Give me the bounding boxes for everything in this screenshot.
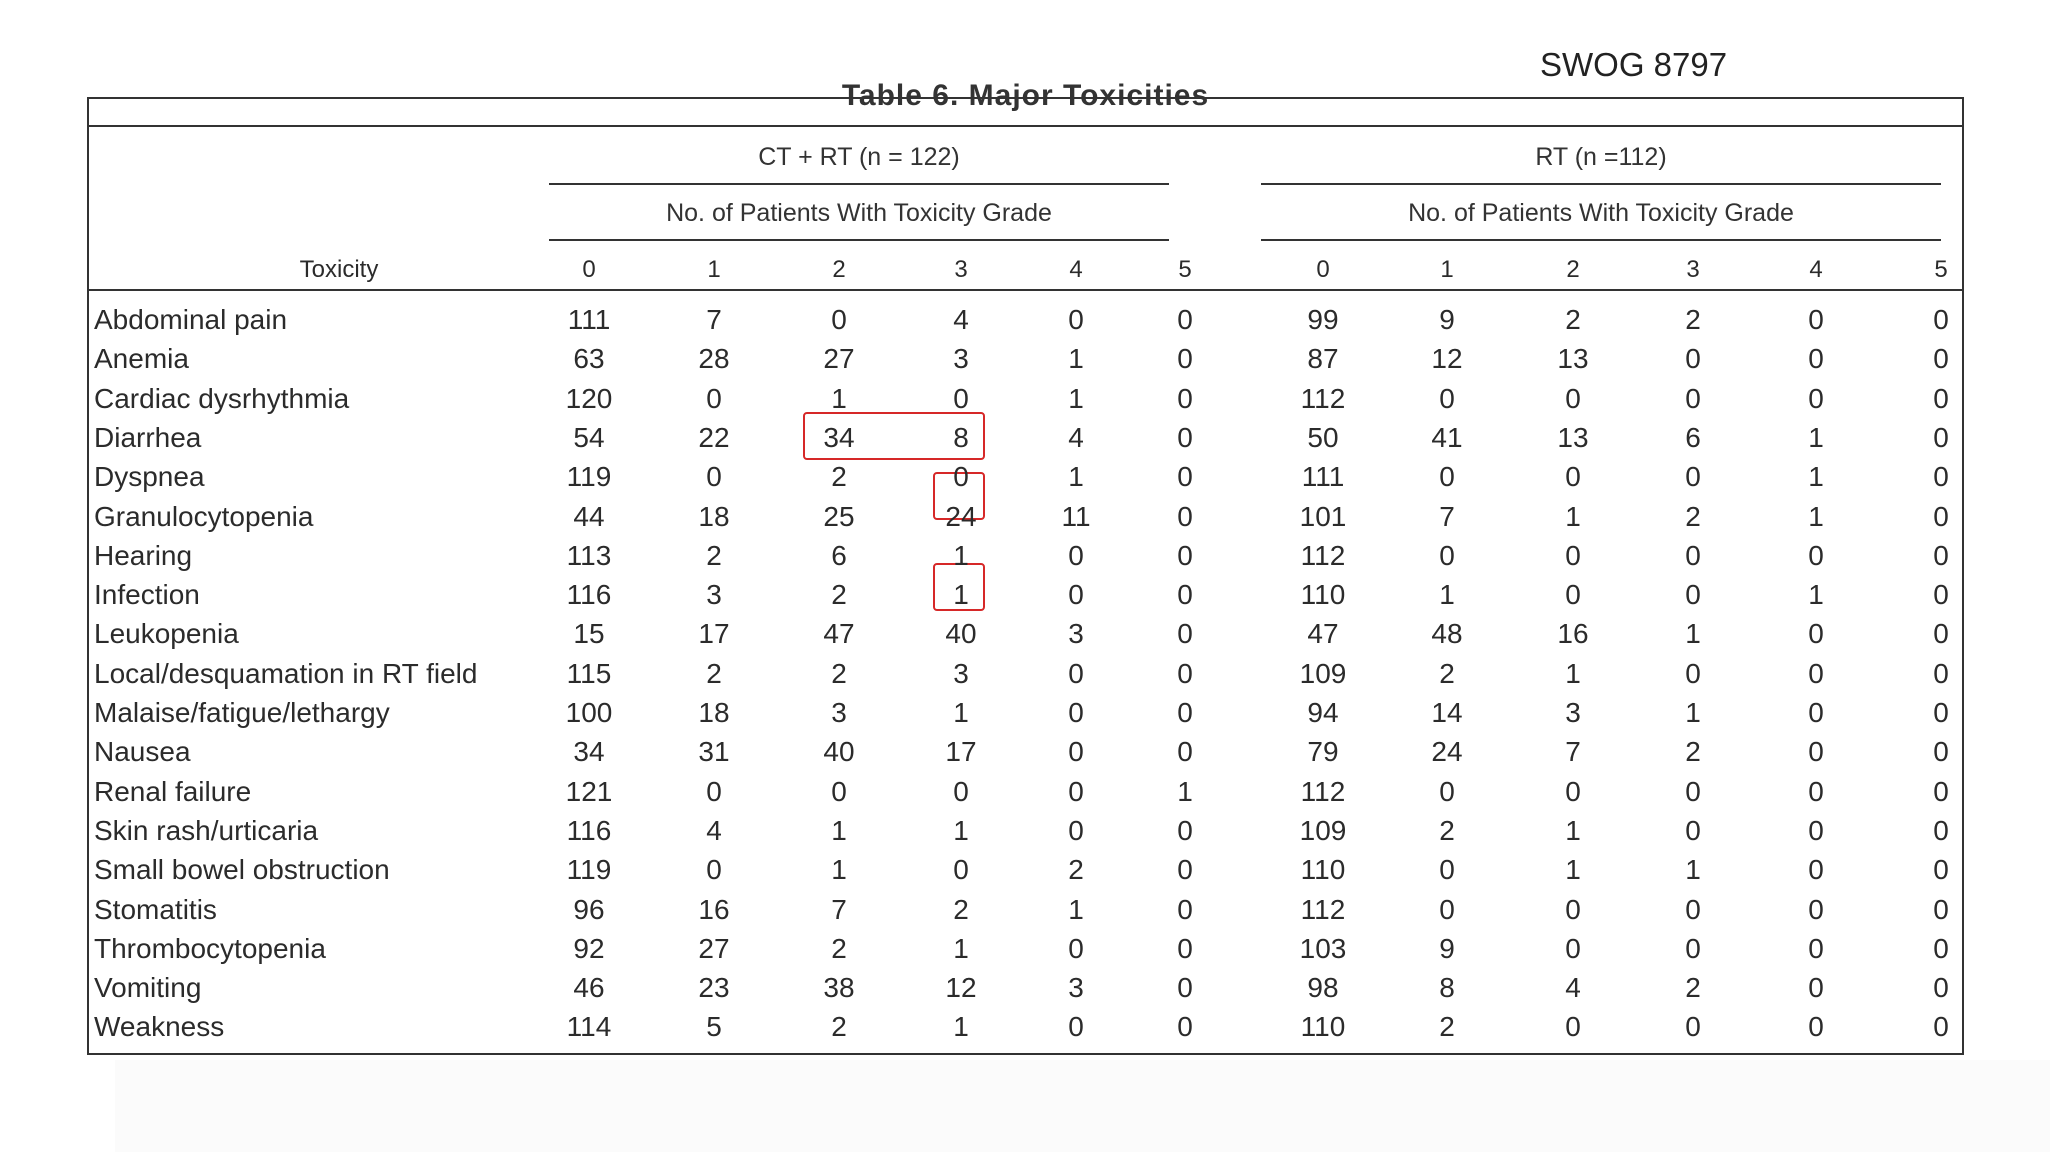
table-cell: 2 (831, 579, 847, 611)
table-cell: 121 (565, 775, 613, 807)
table-cell: 0 (706, 775, 722, 807)
table-cell: 16 (698, 893, 730, 925)
table-cell: 116 (566, 579, 612, 611)
table-cell: 0 (1177, 500, 1193, 532)
table-cell: 109 (1299, 657, 1347, 689)
group-left-subtitle: No. of Patients With Toxicity Grade (666, 199, 1052, 227)
table-cell: 119 (566, 461, 612, 493)
background-panel (115, 1060, 2050, 1152)
table-cell: 4 (1068, 421, 1084, 453)
study-label: SWOG 8797 (1540, 46, 1728, 83)
table-cell: 2 (831, 657, 847, 689)
table-cell: 0 (1685, 893, 1701, 925)
table-cell: 1 (953, 1011, 969, 1043)
table-cell: 2 (831, 1011, 847, 1043)
table-cell: 0 (1933, 461, 1949, 493)
table-cell: 17 (698, 618, 730, 650)
table-cell: 3 (953, 343, 969, 375)
row-label: Cardiac dysrhythmia (94, 382, 350, 414)
table-cell: 7 (706, 304, 722, 335)
table-cell: 109 (1299, 814, 1347, 846)
table-cell: 12 (945, 972, 977, 1004)
table-cell: 3 (831, 697, 847, 728)
table-cell: 110 (1300, 1011, 1346, 1043)
table-cell: 0 (1565, 932, 1581, 964)
table-cell: 1 (1685, 618, 1701, 650)
table-cell: 0 (706, 382, 722, 414)
table-cell: 1 (1068, 893, 1084, 925)
table-cell: 7 (831, 893, 847, 925)
table-cell: 2 (706, 539, 722, 571)
table-cell: 27 (823, 343, 855, 375)
table-cell: 1 (953, 539, 969, 571)
table-cell: 18 (698, 697, 730, 728)
table-cell: 0 (1808, 854, 1824, 886)
table-cell: 0 (1685, 814, 1701, 846)
table-cell: 6 (1685, 421, 1701, 453)
table-cell: 38 (823, 972, 855, 1004)
table-cell: 0 (1177, 618, 1193, 650)
table-cell: 0 (1565, 1011, 1581, 1043)
table-cell: 120 (565, 382, 613, 414)
table-cell: 0 (1177, 932, 1193, 964)
table-cell: 0 (1068, 304, 1084, 335)
row-label: Skin rash/urticaria (94, 814, 319, 846)
table-cell: 34 (573, 736, 605, 768)
table-cell: 0 (1177, 1011, 1193, 1043)
table-cell: 0 (1685, 932, 1701, 964)
grade-header-rt-0: 0 (1316, 256, 1330, 283)
table-cell: 1 (953, 579, 969, 611)
grade-header-rt-5: 5 (1934, 256, 1948, 283)
table-cell: 2 (1439, 657, 1455, 689)
table-cell: 0 (1685, 657, 1701, 689)
table-cell: 24 (1431, 736, 1463, 768)
table-cell: 112 (1300, 382, 1346, 414)
table-cell: 1 (1685, 854, 1701, 886)
row-label: Anemia (94, 343, 189, 375)
table-cell: 0 (1177, 854, 1193, 886)
table-cell: 1 (1177, 775, 1193, 807)
group-right-rule-1 (1261, 183, 1941, 185)
table-cell: 99 (1307, 304, 1339, 335)
table-cell: 9 (1439, 304, 1455, 335)
group-left-rule-2 (549, 239, 1169, 241)
table-cell: 0 (1439, 893, 1455, 925)
table-cell: 0 (1808, 1011, 1824, 1043)
table-cell: 2 (831, 461, 847, 493)
table-cell: 103 (1299, 932, 1347, 964)
table-cell: 18 (698, 500, 730, 532)
table-cell: 3 (1068, 972, 1084, 1004)
table-cell: 0 (1933, 618, 1949, 650)
table-cell: 112 (1300, 539, 1346, 571)
row-label: Renal failure (94, 775, 252, 807)
table-cell: 100 (565, 697, 613, 728)
row-label: Weakness (94, 1011, 225, 1043)
table-cell: 0 (1685, 579, 1701, 611)
table-cell: 0 (1808, 697, 1824, 728)
table-cell: 0 (1177, 539, 1193, 571)
table-cell: 2 (1685, 304, 1701, 335)
table-cell: 0 (1565, 382, 1581, 414)
table-cell: 15 (573, 618, 605, 650)
table-cell: 2 (1068, 854, 1084, 886)
table-cell: 46 (573, 972, 605, 1004)
table-cell: 1 (953, 932, 969, 964)
table-cell: 0 (1565, 539, 1581, 571)
table-cell: 2 (831, 932, 847, 964)
table-cell: 0 (1177, 893, 1193, 925)
table-cell: 23 (698, 972, 730, 1004)
table-cell: 47 (1307, 618, 1339, 650)
row-label: Abdominal pain (94, 304, 288, 335)
table-cell: 0 (1685, 775, 1701, 807)
table-cell: 0 (1177, 657, 1193, 689)
table-cell: 50 (1307, 421, 1339, 453)
table-cell: 1 (1565, 854, 1581, 886)
table-cell: 94 (1307, 697, 1339, 728)
table-cell: 0 (1565, 461, 1581, 493)
table-cell: 0 (953, 775, 969, 807)
grade-header-rt-3: 3 (1686, 256, 1700, 283)
table-cell: 0 (706, 854, 722, 886)
row-label: Dyspnea (94, 461, 205, 493)
table-cell: 2 (1439, 1011, 1455, 1043)
table-cell: 0 (1177, 343, 1193, 375)
grade-header-rt-1: 1 (1440, 256, 1454, 283)
row-label: Hearing (94, 539, 193, 571)
row-label: Infection (94, 579, 200, 611)
table-cell: 0 (1933, 972, 1949, 1004)
table-cell: 1 (1068, 343, 1084, 375)
table-cell: 0 (1565, 579, 1581, 611)
table-cell: 0 (1439, 775, 1455, 807)
table-cell: 96 (573, 893, 605, 925)
table-cell: 17 (945, 736, 977, 768)
table-cell: 0 (1808, 539, 1824, 571)
table-cell: 0 (1685, 382, 1701, 414)
table-cell: 13 (1557, 421, 1589, 453)
table-cell: 0 (953, 461, 969, 493)
table-cell: 1 (1685, 697, 1701, 728)
grade-header-rt-4: 4 (1809, 256, 1823, 283)
table-cell: 0 (1439, 461, 1455, 493)
table-cell: 3 (953, 657, 969, 689)
table-cell: 0 (1933, 1011, 1949, 1043)
table-cell: 116 (566, 814, 612, 846)
table-cell: 0 (831, 775, 847, 807)
row-label: Small bowel obstruction (94, 854, 390, 886)
table-cell: 0 (1068, 775, 1084, 807)
table-cell: 28 (698, 343, 730, 375)
table-cell: 87 (1307, 343, 1339, 375)
table-cell: 7 (1565, 736, 1581, 768)
table-cell: 63 (573, 343, 605, 375)
table-cell: 113 (566, 539, 612, 571)
row-label: Thrombocytopenia (94, 932, 326, 964)
table-cell: 0 (1808, 893, 1824, 925)
toxicity-column-header: Toxicity (299, 256, 379, 283)
table-cell: 22 (698, 421, 730, 453)
table-cell: 1 (1565, 814, 1581, 846)
row-label: Granulocytopenia (94, 500, 314, 532)
table-cell: 0 (1933, 736, 1949, 768)
table-cell: 27 (698, 932, 730, 964)
table-cell: 7 (1439, 500, 1455, 532)
table-cell: 0 (1068, 736, 1084, 768)
table-cell: 0 (1177, 382, 1193, 414)
table-cell: 1 (1439, 579, 1455, 611)
table-cell: 0 (1808, 972, 1824, 1004)
table-cell: 0 (1068, 1011, 1084, 1043)
table-cell: 0 (1685, 1011, 1701, 1043)
table-cell: 1 (1808, 579, 1824, 611)
row-label: Malaise/fatigue/lethargy (94, 697, 390, 728)
table-cell: 1 (1565, 500, 1581, 532)
grade-header-ctrt-5: 5 (1178, 256, 1192, 283)
table-cell: 0 (1439, 539, 1455, 571)
table-cell: 79 (1307, 736, 1339, 768)
group-left-rule-1 (549, 183, 1169, 185)
table-cell: 0 (1068, 579, 1084, 611)
table-cell: 0 (1565, 775, 1581, 807)
table-cell: 8 (953, 421, 969, 453)
table-cell: 4 (706, 814, 722, 846)
table-cell: 13 (1557, 343, 1589, 375)
table-cell: 0 (1068, 657, 1084, 689)
grade-header-ctrt-2: 2 (832, 256, 846, 283)
table-cell: 0 (1177, 972, 1193, 1004)
table-cell: 0 (1933, 304, 1949, 335)
row-label: Stomatitis (94, 893, 217, 925)
row-label: Local/desquamation in RT field (94, 657, 478, 689)
table-cell: 1 (1068, 461, 1084, 493)
table-cell: 54 (573, 421, 605, 453)
table-cell: 119 (566, 854, 612, 886)
table-cell: 24 (945, 500, 977, 532)
table-cell: 0 (1685, 461, 1701, 493)
table-cell: 0 (1177, 421, 1193, 453)
table-cell: 112 (1300, 893, 1346, 925)
table-cell: 0 (1177, 736, 1193, 768)
table-cell: 31 (698, 736, 730, 768)
table-cell: 0 (1808, 814, 1824, 846)
table-cell: 12 (1431, 343, 1463, 375)
table-cell: 44 (573, 500, 605, 532)
table-cell: 41 (1431, 421, 1463, 453)
table-cell: 0 (1177, 697, 1193, 728)
toxicity-table (87, 79, 1964, 1055)
table-cell: 2 (953, 893, 969, 925)
table-cell: 0 (1685, 343, 1701, 375)
table-cell: 1 (831, 854, 847, 886)
group-left-title: CT + RT (n = 122) (758, 143, 960, 171)
table-caption: Table 6. Major Toxicities (841, 79, 1210, 112)
table-cell: 1 (1808, 421, 1824, 453)
table-cell: 47 (823, 618, 855, 650)
table-cell: 40 (945, 618, 977, 650)
table-cell: 2 (1439, 814, 1455, 846)
table-cell: 34 (823, 421, 855, 453)
row-label: Vomiting (94, 972, 202, 1004)
table-cell: 16 (1557, 618, 1589, 650)
table-cell: 0 (1068, 539, 1084, 571)
table-cell: 0 (1933, 893, 1949, 925)
table-cell: 98 (1307, 972, 1339, 1004)
table-cell: 0 (1808, 343, 1824, 375)
table-cell: 0 (1808, 657, 1824, 689)
table-cell: 0 (1177, 304, 1193, 335)
grade-header-ctrt-0: 0 (582, 256, 596, 283)
table-cell: 48 (1431, 618, 1463, 650)
table-cell: 0 (1933, 814, 1949, 846)
table-cell: 0 (1177, 461, 1193, 493)
grade-header-ctrt-3: 3 (954, 256, 968, 283)
table-cell: 0 (1933, 382, 1949, 414)
group-right-rule-2 (1261, 239, 1941, 241)
table-cell: 0 (1933, 539, 1949, 571)
table-cell: 110 (1300, 854, 1346, 886)
table-cell: 0 (1808, 932, 1824, 964)
table-cell: 4 (953, 304, 969, 335)
table-cell: 5 (706, 1011, 722, 1043)
table-cell: 0 (953, 854, 969, 886)
table-cell: 0 (706, 461, 722, 493)
table-cell: 1 (831, 382, 847, 414)
table-cell: 0 (1933, 579, 1949, 611)
grade-header-ctrt-1: 1 (707, 256, 721, 283)
table-cell: 3 (1565, 697, 1581, 728)
table-cell: 1 (1565, 657, 1581, 689)
table-cell: 110 (1300, 579, 1346, 611)
table-cell: 0 (1068, 932, 1084, 964)
table-cell: 1 (1068, 382, 1084, 414)
table-cell: 0 (1808, 304, 1824, 335)
table-cell: 4 (1565, 972, 1581, 1004)
table-cell: 0 (1565, 893, 1581, 925)
table-cell: 0 (1439, 854, 1455, 886)
table-cell: 101 (1299, 500, 1347, 532)
row-label: Nausea (94, 736, 191, 768)
top-rule (89, 125, 1962, 127)
table-cell: 0 (1933, 775, 1949, 807)
table-cell: 0 (831, 304, 847, 335)
table-cell: 40 (823, 736, 855, 768)
header-bottom-rule (89, 289, 1962, 291)
table-cell: 0 (953, 382, 969, 414)
row-label: Leukopenia (94, 618, 239, 650)
table-cell: 0 (1933, 932, 1949, 964)
group-right-subtitle: No. of Patients With Toxicity Grade (1408, 199, 1794, 227)
grade-header-ctrt-4: 4 (1069, 256, 1083, 283)
table-cell: 0 (1808, 618, 1824, 650)
table-cell: 0 (1933, 697, 1949, 728)
table-cell: 25 (823, 500, 855, 532)
table-cell: 0 (1439, 382, 1455, 414)
table-cell: 2 (706, 657, 722, 689)
table-cell: 0 (1933, 657, 1949, 689)
grade-header-rt-2: 2 (1566, 256, 1580, 283)
table-cell: 1 (831, 814, 847, 846)
table-cell: 11 (1061, 500, 1091, 532)
table-cell: 0 (1933, 500, 1949, 532)
table-cell: 1 (1808, 461, 1824, 493)
table-cell: 1 (1808, 500, 1824, 532)
table-cell: 2 (1685, 500, 1701, 532)
table-cell: 1 (953, 814, 969, 846)
table-cell: 111 (567, 304, 611, 335)
table-cell: 0 (1808, 382, 1824, 414)
table-cell: 0 (1808, 736, 1824, 768)
table-cell: 0 (1808, 775, 1824, 807)
table-cell: 0 (1068, 697, 1084, 728)
table-cell: 3 (1068, 618, 1084, 650)
table-cell: 9 (1439, 932, 1455, 964)
table-cell: 115 (566, 657, 612, 689)
table-cell: 111 (1301, 461, 1345, 493)
table-cell: 14 (1431, 697, 1463, 728)
table-cell: 2 (1565, 304, 1581, 335)
table-cell: 0 (1685, 539, 1701, 571)
table-cell: 0 (1933, 421, 1949, 453)
table-cell: 0 (1177, 579, 1193, 611)
row-label: Diarrhea (94, 421, 202, 453)
table-cell: 6 (831, 539, 847, 571)
table-cell: 92 (573, 932, 605, 964)
table-cell: 0 (1933, 854, 1949, 886)
table-cell: 0 (1177, 814, 1193, 846)
table-cell: 0 (1933, 343, 1949, 375)
table-cell: 114 (566, 1011, 612, 1043)
table-cell: 2 (1685, 972, 1701, 1004)
table-cell: 112 (1300, 775, 1346, 807)
table-cell: 2 (1685, 736, 1701, 768)
table-cell: 3 (706, 579, 722, 611)
table-cell: 8 (1439, 972, 1455, 1004)
table-cell: 0 (1068, 814, 1084, 846)
group-right-title: RT (n =112) (1535, 143, 1667, 171)
table-cell: 1 (953, 697, 969, 728)
